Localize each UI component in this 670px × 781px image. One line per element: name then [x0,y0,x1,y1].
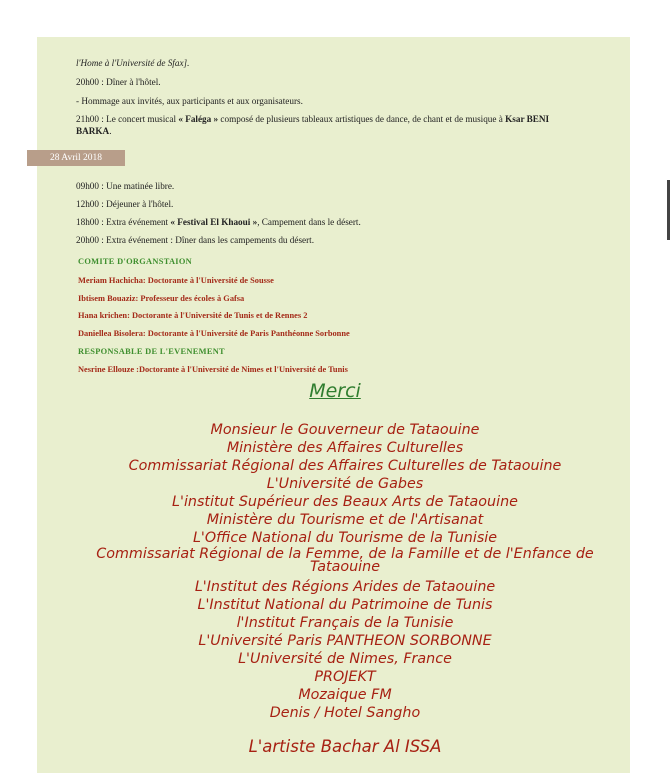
committee-heading: COMITE D'ORGANSTAION [78,257,193,266]
committee-member: Hana krichen: Doctorante à l'Université de Tunis et de Rennes 2 [78,311,308,320]
thanks-item: L'Université de Nimes, France [238,651,452,667]
thanks-item: Ministère du Tourisme et de l'Artisanat [206,512,484,528]
thanks-item: PROJEKT [314,669,376,685]
thanks-item: L'institut Supérieur des Beaux Arts de Tataouine [172,494,518,510]
thanks-item: Commissariat Régional de la Femme, de la Famille et de l'Enfance de Tataouine [96,546,594,575]
program-line-dinner: 20h00 : Dîner à l'hôtel. [76,77,161,87]
thanks-item: L'Université Paris PANTHEON SORBONNE [198,633,492,649]
thanks-item: L'Institut National du Patrimoine de Tunis [197,597,493,613]
thanks-item: Denis / Hotel Sangho [269,705,421,721]
merci-title: Merci [309,380,361,402]
responsible-heading: RESPONSABLE DE L'EVENEMENT [78,347,225,356]
committee-member: Ibtisem Bouaziz: Professeur des écoles à Gafsa [78,294,245,303]
thanks-item: L'Université de Gabes [266,476,424,492]
intro-line: l'Home à l'Université de Sfax]. [76,58,190,68]
program-line-hommage: - Hommage aux invités, aux participants et aux organisateurs. [76,96,303,106]
program-line-concert: 21h00 : Le concert musical « Faléga » composé de plusieurs tableaux artistiques de dance, de chant et de musique à Ksar BENI BARKA. [76,114,550,136]
program-line-dejeuner: 12h00 : Déjeuner à l'hôtel. [76,199,174,209]
responsible-person: Nesrine Ellouze :Doctorante à l'Université de Nimes et l'Université de Tunis [78,365,348,374]
thanks-item: l'Institut Français de la Tunisie [236,615,454,631]
thanks-item: Monsieur le Gouverneur de Tataouine [210,422,480,438]
program-line-campement: 20h00 : Extra événement : Dîner dans les campements du désert. [76,235,315,245]
committee-member: Meriam Hachicha: Doctorante à l'Université de Sousse [78,276,274,285]
thanks-item: L'Institut des Régions Arides de Tataouine [194,579,496,595]
thanks-item: Ministère des Affaires Culturelles [226,440,464,456]
committee-member: Daniellea Bisolera: Doctorante à l'Université de Paris Panthéonne Sorbonne [78,329,350,338]
program-line-matinee: 09h00 : Une matinée libre. [76,181,175,191]
thanks-item: Commissariat Régional des Affaires Culturelles de Tataouine [128,458,562,474]
program-line-festival: 18h00 : Extra événement « Festival El Khaoui », Campement dans le désert. [76,217,361,227]
artist-credit: L'artiste Bachar Al ISSA [248,737,442,756]
date-tab: 28 Avril 2018 [27,150,125,166]
thanks-item: Mozaique FM [298,687,392,703]
thanks-item: L'Office National du Tourisme de la Tunisie [192,530,498,546]
